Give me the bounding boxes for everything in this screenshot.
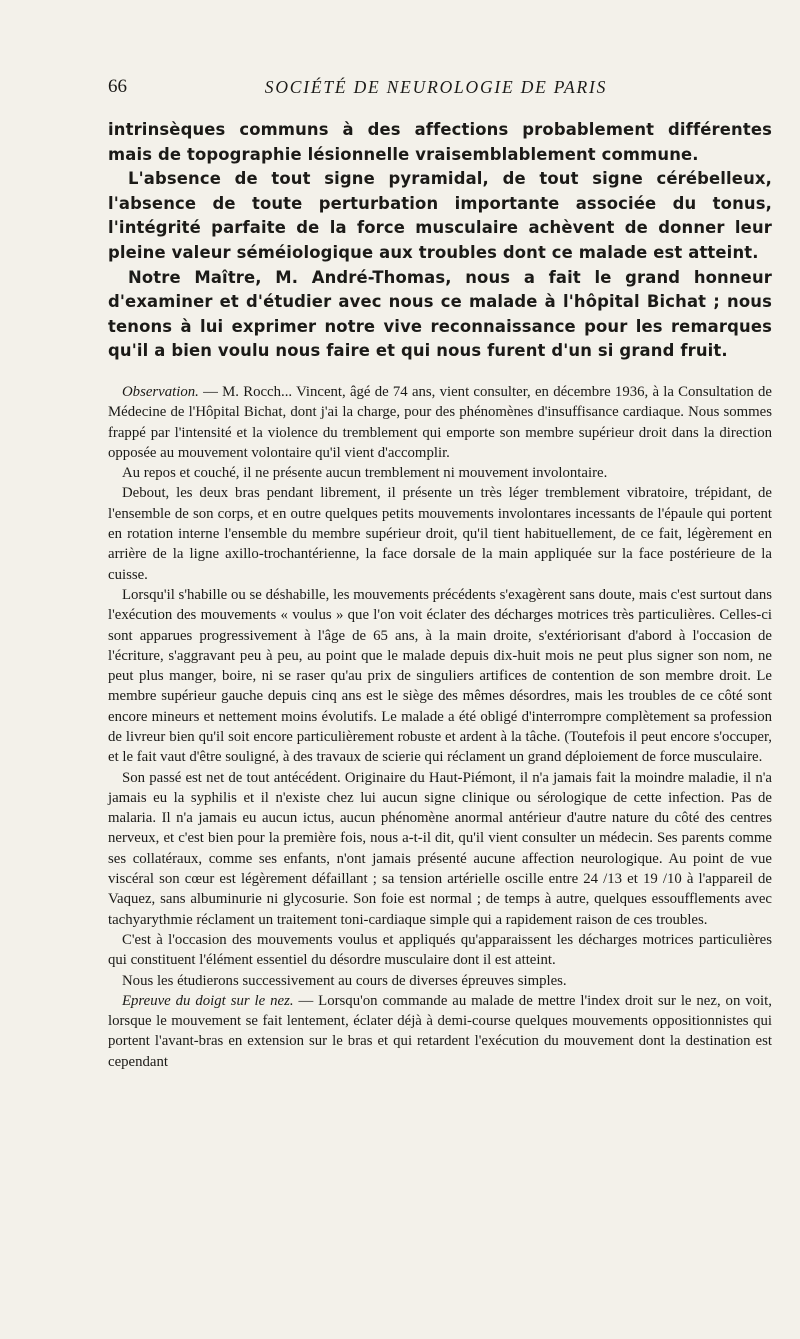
observation-paragraph: Lorsqu'il s'habille ou se déshabille, les mouvements précédents s'exagèrent sans doute, mais c'est surtout dans l'exécution des mouvements « voulus » que l'on voit éclater des décharges motrices très particulières. Celles-ci sont apparues progressivement à l'âge de 65 ans, à la main droite, s'extériorisant d'abord à l'occasion de l'écriture, s'aggravant peu à peu, au point que le malade depuis dix-huit mois ne peut plus signer son nom, ne peut plus manger, boire, ni se raser qu'au prix de singuliers artifices de contention de son membre droit. Le membre supérieur gauche depuis cinq ans est le siège des mêmes désordres, mais les troubles de ce côté sont encore mineurs et nettement moins évolutifs. Le malade a été obligé d'interrompre complètement sa profession de livreur bien qu'il soit encore particulièrement robuste et ardent à la tâche. (Toutefois il peut encore s'occuper, et le fait vaut d'être souligné, à des travaux de scierie qui réclament un grand déploiement de force musculaire. (108, 586, 772, 766)
page-number: 66 (108, 76, 127, 97)
intro-section (108, 118, 772, 364)
running-title: SOCIÉTÉ DE NEUROLOGIE DE PARIS (264, 77, 608, 97)
observation-paragraph (108, 382, 772, 463)
observation-paragraph: C'est à l'occasion des mouvements voulus et appliqués qu'apparaissent les décharges motrices particulières qui constituent l'élément essentiel du désordre musculaire dont il est atteint. (108, 931, 772, 969)
intro-paragraph: L'absence de tout signe pyramidal, de tout signe cérébelleux, l'absence de toute perturbation importante associée du tonus, l'intégrité parfaite de la force musculaire achèvent de donner leur pleine valeur séméiologique aux troubles dont ce malade est atteint. (108, 169, 772, 262)
observation-section (108, 382, 772, 1072)
observation-paragraph: Au repos et couché, il ne présente aucun tremblement ni mouvement involontaire. (122, 465, 608, 482)
observation-text: — M. Rocch... Vincent, âgé de 74 ans, vient consulter, en décembre 1936, à la Consultation de Médecine de l'Hôpital Bichat, dont j'ai la charge, pour des phénomènes d'insuffisance cardiaque. Nous sommes frappé par l'intensité et la violence du tremblement qui emporte son membre supérieur droit dans la direction opposée au mouvement volontaire qu'il vient d'accomplir. (108, 383, 772, 461)
epreuve-heading: Epreuve du doigt sur le nez. (122, 992, 294, 1009)
page-body (108, 118, 772, 1072)
observation-paragraph: Son passé est net de tout antécédent. Originaire du Haut-Piémont, il n'a jamais fait la moindre maladie, il n'a jamais eu la syphilis et il n'existe chez lui aucun signe clinique ou sérologique de cette infection. Pas de malaria. Il n'a jamais eu aucun ictus, aucun phénomène anormal antérieur d'autre nature du côté des centres nerveux, et c'est bien pour la première fois, nous a-t-il dit, qu'il vient consulter un médecin. Ses parents comme ses collatéraux, comme ses enfants, n'ont jamais présenté aucune affection neurologique. Au point de vue viscéral son cœur est légèrement défaillant ; sa tension artérielle oscille entre 24 /13 et 19 /10 à l'appareil de Vaquez, sans albuminurie ni glycosurie. Son foie est normal ; de temps à autre, quelques essoufflements avec tachyarythmie réclament un traitement toni-cardiaque simple qui a rapidement raison de ces troubles. (108, 769, 772, 928)
intro-paragraph: Notre Maître, M. André-Thomas, nous a fait le grand honneur d'examiner et d'étudier avec nous ce malade à l'hôpital Bichat ; nous tenons à lui exprimer notre vive reconnaissance pour les remarques qu'il a bien voulu nous faire et qui nous furent d'un si grand fruit. (108, 267, 772, 361)
observation-heading: Observation. (122, 383, 199, 400)
epreuve-paragraph (108, 991, 772, 1072)
epreuve-text: — Lorsqu'on commande au malade de mettre l'index droit sur le nez, on voit, lorsque le mouvement se fait lentement, éclater déjà à demi-course quelques mouvements oppositionnistes qui portent l'avant-bras en extension sur le bras et qui retardent l'exécution du mouvement dont la destination est cependant (108, 992, 772, 1070)
intro-paragraph: intrinsèques communs à des affections probablement différentes mais de topographie lésionnelle vraisemblablement commune. (108, 120, 772, 164)
page-header (108, 76, 764, 102)
observation-paragraph: Nous les étudierons successivement au cours de diverses épreuves simples. (122, 972, 567, 989)
observation-paragraph: Debout, les deux bras pendant librement, il présente un très léger tremblement vibratoire, trépidant, de l'ensemble de son corps, et en outre quelques petits mouvements involontares incessants de l'épaule qui portent en rotation interne l'ensemble du membre supérieur droit, qu'il tient habituellement, de ce fait, légèrement en arrière de la ligne axillo-trochantérienne, la face dorsale de la main appliquée sur la face postérieure de la cuisse. (108, 485, 772, 583)
